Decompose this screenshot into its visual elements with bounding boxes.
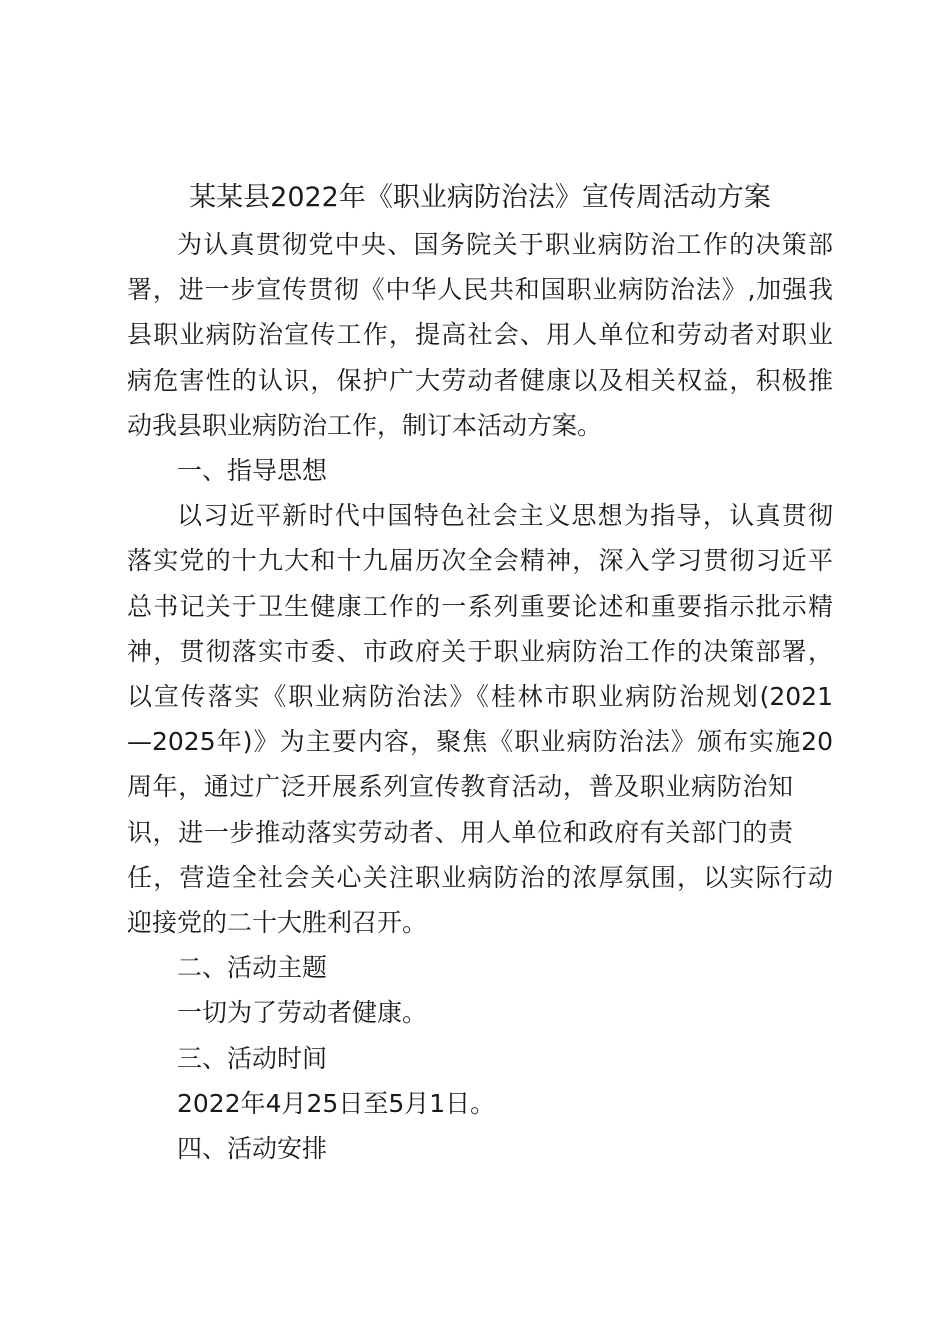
text-line: 以习近平新时代中国特色社会主义思想为指导，认真贯彻 [177, 501, 833, 531]
text-line: 以宣传落实《职业病防治法》《桂林市职业病防治规划(2021 [127, 682, 833, 712]
text-line: 县职业病防治宣传工作，提高社会、用人单位和劳动者对职业 [127, 320, 833, 350]
activity-theme-text: 一切为了劳动者健康。 [177, 998, 428, 1028]
section-heading-guiding-ideology: 一、指导思想 [177, 456, 328, 486]
guiding-ideology-paragraph [127, 493, 833, 945]
section-heading-activity-time: 三、活动时间 [177, 1043, 328, 1073]
activity-time-text: 2022年4月25日至5月1日。 [177, 1088, 496, 1118]
text-line: 署，进一步宣传贯彻《中华人民共和国职业病防治法》,加强我 [127, 275, 833, 305]
text-line: 为认真贯彻党中央、国务院关于职业病防治工作的决策部 [177, 230, 833, 259]
text-line: 总书记关于卫生健康工作的一系列重要论述和重要指示批示精 [127, 591, 833, 621]
text-line: 神，贯彻落实市委、市政府关于职业病防治工作的决策部署， [127, 636, 833, 666]
text-line: 任，营造全社会关心关注职业病防治的浓厚氛围，以实际行动 [127, 862, 833, 892]
text-line: —2025年)》为主要内容，聚焦《职业病防治法》颁布实施20 [127, 727, 833, 757]
document-page [127, 0, 833, 1344]
text-line: 病危害性的认识，保护广大劳动者健康以及相关权益，积极推 [127, 365, 833, 395]
document-title: 某某县2022年《职业病防治法》宣传周活动方案 [189, 182, 771, 213]
text-line: 落实党的十九大和十九届历次全会精神，深入学习贯彻习近平 [127, 546, 833, 576]
section-heading-activity-theme: 二、活动主题 [177, 953, 328, 983]
text-line: 动我县职业病防治工作，制订本活动方案。 [127, 410, 603, 440]
text-line: 识，进一步推动落实劳动者、用人单位和政府有关部门的责 [127, 817, 793, 847]
text-line: 迎接党的二十大胜利召开。 [127, 908, 428, 938]
text-line: 周年，通过广泛开展系列宣传教育活动，普及职业病防治知 [127, 772, 793, 802]
section-heading-activity-arrangement: 四、活动安排 [177, 1134, 328, 1164]
intro-paragraph [127, 222, 833, 448]
document-body [127, 222, 833, 1171]
